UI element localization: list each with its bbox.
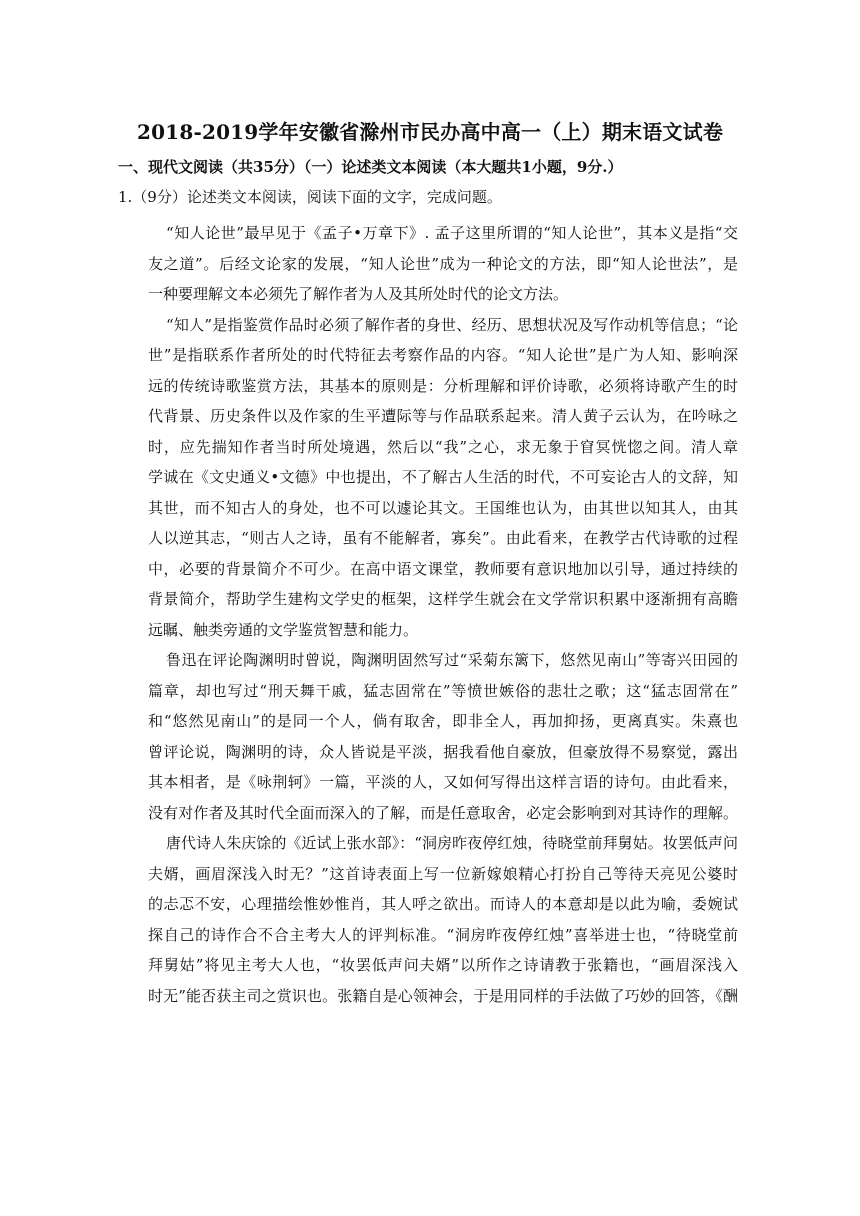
passage-line: 曾评论说，陶渊明的诗，众人皆说是平淡，据我看他自豪放，但豪放得不易察觉，露出 — [148, 742, 738, 761]
passage-line: 时无”能否获主司之赏识也。张籍自是心领神会，于是用同样的手法做了巧妙的回答，《酬 — [148, 986, 738, 1005]
passage-line: 友之道”。后经文论家的发展，“知人论世”成为一种论文的方法，即“知人论世法”，是 — [148, 254, 738, 273]
passage-line: 和“悠然见南山”的是同一个人，倘有取舍，即非全人，再加抑扬，更离真实。朱熹也 — [148, 712, 738, 730]
passage-line: 夫婿，画眉深浅入时无？”这首诗表面上写一位新嫁娘精心打扮自己等待天亮见公婆时 — [148, 864, 738, 883]
reading-passage — [148, 218, 738, 1011]
passage-line: 鲁迅在评论陶渊明时曾说，陶渊明固然写过“采菊东篱下，悠然见南山”等寄兴田园的 — [166, 651, 738, 669]
passage-line: 背景简介，帮助学生建构文学史的框架，这样学生就会在文学常识积累中逐渐拥有高瞻 — [148, 590, 738, 608]
passage-line: 时，应先揣知作者当时所处境遇，然后以“我”之心，求无象于窅冥恍惚之间。清人章 — [148, 437, 738, 456]
passage-line: 人以逆其志，“则古人之诗，虽有不能解者，寡矣”。由此看来，在教学古代诗歌的过程 — [148, 529, 738, 547]
passage-line: 其本相者，是《咏荆轲》一篇，平淡的人，又如何写得出这样言语的诗句。由此看来， — [148, 773, 738, 791]
passage-line: 远的传统诗歌鉴赏方法，其基本的原则是：分析理解和评价诗歌，必须将诗歌产生的时 — [148, 376, 738, 395]
question-intro: 1.（9分）论述类文本阅读，阅读下面的文字，完成问题。 — [118, 188, 502, 206]
passage-line: 探自己的诗作合不合主考大人的评判标准。“洞房昨夜停红烛”喜举进士也，“待晓堂前 — [148, 925, 738, 944]
passage-line: 代背景、历史条件以及作家的生平遭际等与作品联系起来。清人黄子云认为，在吟咏之 — [148, 407, 738, 425]
passage-line: 远瞩、触类旁通的文学鉴赏智慧和能力。 — [148, 620, 419, 639]
exam-title: 2018-2019学年安徽省滁州市民办高中高一（上）期末语文试卷 — [136, 120, 724, 144]
passage-line: 世”是指联系作者所处的时代特征去考察作品的内容。“知人论世”是广为人知、影响深 — [148, 346, 738, 364]
passage-line: 没有对作者及其时代全面而深入的了解，而是任意取舍，必定会影响到对其诗作的理解。 — [148, 803, 738, 822]
passage-line: 拜舅姑”将见主考大人也，“妆罢低声问夫婿”以所作之诗请教于张籍也，“画眉深浅入 — [148, 956, 738, 974]
passage-line: 中，必要的背景简介不可少。在高中语文课堂，教师要有意识地加以引导，通过持续的 — [148, 559, 738, 578]
section-heading: 一、现代文阅读（共35分）（一）论述类文本阅读（本大题共1小题，9分.） — [118, 158, 623, 176]
passage-line: 其世，而不知古人的身处，也不可以遽论其文。王国维也认为，由其世以知其人，由其 — [148, 498, 738, 517]
passage-line: 的忐忑不安，心理描绘惟妙惟肖，其人呼之欲出。而诗人的本意却是以此为喻，委婉试 — [148, 895, 738, 913]
passage-line: 一种要理解文本必须先了解作者为人及其所处时代的论文方法。 — [148, 285, 569, 303]
passage-line: “知人论世”最早见于《孟子•万章下》. 孟子这里所谓的“知人论世”，其本义是指“交 — [166, 224, 738, 242]
passage-line: 唐代诗人朱庆馀的《近试上张水部》：“洞房昨夜停红烛，待晓堂前拜舅姑。妆罢低声问 — [166, 834, 738, 852]
passage-line: 篇章，却也写过“刑天舞干戚，猛志固常在”等愤世嫉俗的悲壮之歌；这“猛志固常在” — [148, 681, 738, 700]
passage-line: 学诚在《文史通义•文德》中也提出，不了解古人生活的时代，不可妄论古人的文辞，知 — [148, 468, 738, 486]
passage-line: “知人”是指鉴赏作品时必须了解作者的身世、经历、思想状况及写作动机等信息；“论 — [166, 315, 738, 334]
